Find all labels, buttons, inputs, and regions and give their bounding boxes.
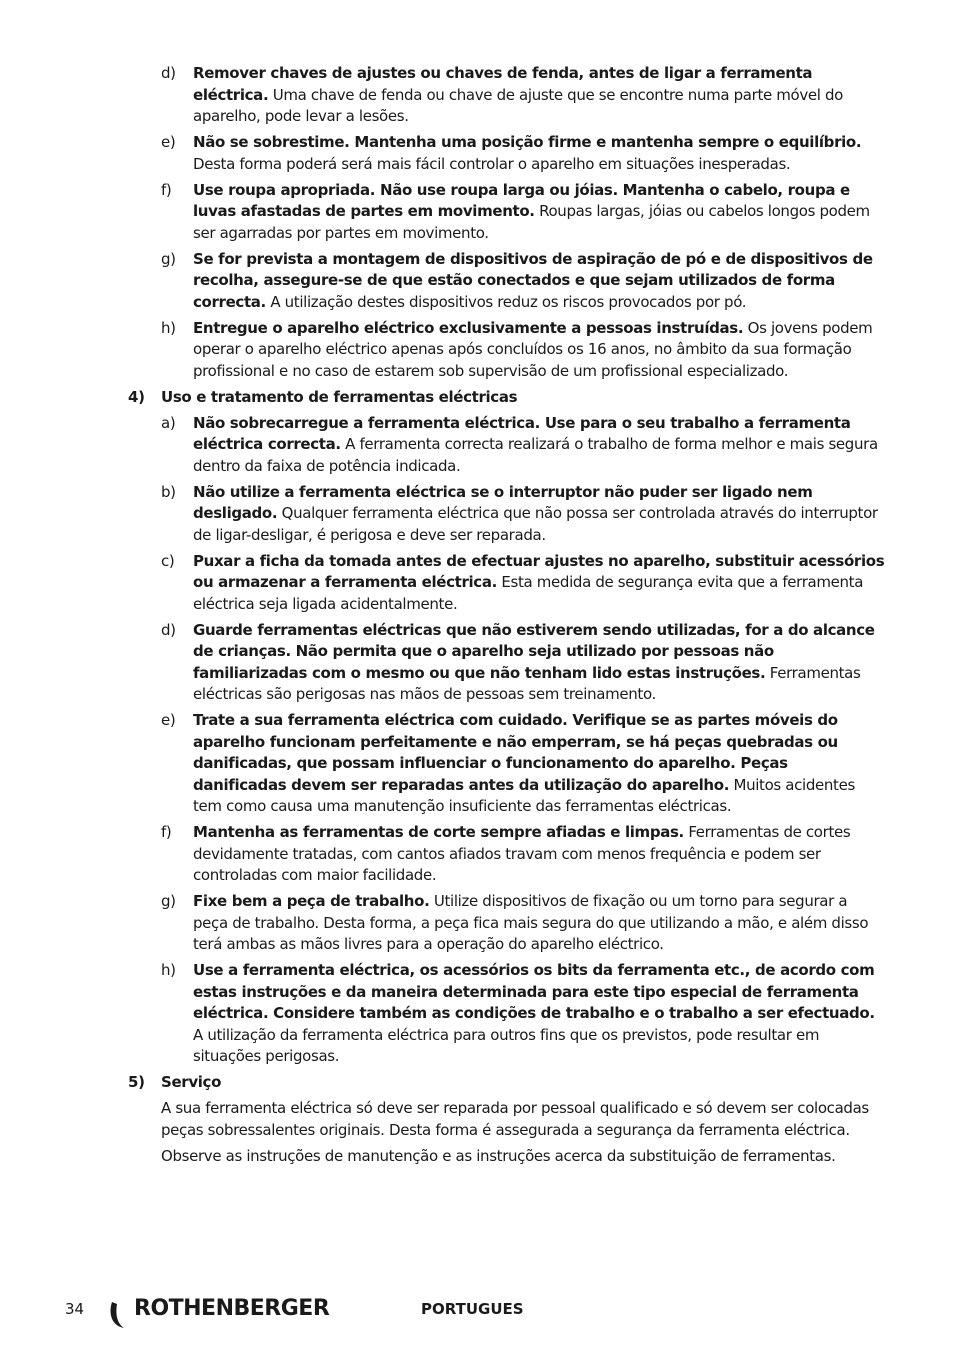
item-bold-text: Trate a sua ferramenta eléctrica com cuidado. Verifique se as partes móveis do aparelho funcionam perfeitamente e não emperram, se há peças quebradas ou danificadas, que possam influenciar o funcionamento do aparelho. Peças danificadas devem ser reparadas antes da utilização do aparelho. (193, 711, 838, 794)
item-text: Ferramentas eléctricas são perigosas nas mãos de pessoas sem treinamento. (193, 663, 861, 703)
page-number: 34 (65, 1300, 85, 1318)
document-body (0, 63, 954, 1172)
item-bold-text: Não se sobrestime. Mantenha uma posição firme e mantenha sempre o equilíbrio. (193, 133, 862, 151)
list-item (0, 318, 885, 383)
page-footer (0, 1292, 954, 1332)
item-label: f) (161, 823, 172, 841)
list-item (0, 960, 885, 1068)
list-item (0, 620, 885, 706)
item-bold-text: Mantenha as ferramentas de corte sempre afiadas e limpas. (193, 823, 684, 841)
item-text: A utilização da ferramenta eléctrica para outros fins que os previstos, pode resultar em situações perigosas. (193, 1025, 820, 1065)
list-item (0, 482, 885, 547)
item-text: Qualquer ferramenta eléctrica que não possa ser controlada através do interruptor de ligar-desligar, é perigosa e deve ser reparada. (193, 504, 878, 544)
item-bold-text: Remover chaves de ajustes ou chaves de fenda, antes de ligar a ferramenta eléctrica. (193, 64, 813, 104)
brand-name: ROTHENBERGER (134, 1296, 330, 1321)
item-bold-text: Entregue o aparelho eléctrico exclusivamente a pessoas instruídas. (193, 318, 744, 337)
rothenberger-logo (106, 1292, 346, 1328)
list-item (0, 551, 885, 616)
item-text: Esta medida de segurança evita que a ferramenta eléctrica seja ligada acidentalmente. (193, 573, 864, 613)
item-label: h) (161, 318, 176, 337)
item-label: d) (161, 64, 176, 82)
section-number: 5) (128, 1073, 145, 1091)
item-label: g) (161, 249, 176, 268)
list-item (0, 63, 885, 128)
section-title: Uso e tratamento de ferramentas eléctricas (161, 387, 518, 406)
section-heading (0, 1072, 954, 1094)
item-label: a) (161, 413, 176, 432)
list-item (0, 132, 885, 175)
paragraph: Observe as instruções de manutenção e as instruções acerca da substituição de ferramentas. (161, 1146, 836, 1165)
item-text: Roupas largas, jóias ou cabelos longos podem ser agarradas por partes em movimento. (193, 202, 870, 242)
item-bold-text: Use roupa apropriada. Não use roupa larga ou jóias. Mantenha o cabelo, roupa e luvas afastadas de partes em movimento. (193, 180, 850, 220)
item-bold-text: Use a ferramenta eléctrica, os acessórios os bits da ferramenta etc., de acordo com estas instruções e da maneira determinada para este tipo especial de ferramenta eléctrica. Considere também as condições de trabalho e o trabalho a ser efectuado. (193, 961, 875, 1022)
item-text: A utilização destes dispositivos reduz os riscos provocados por pó. (265, 292, 747, 311)
section-heading (0, 387, 954, 409)
list-item (0, 249, 885, 314)
section-title: Serviço (161, 1073, 222, 1091)
item-bold-text: Puxar a ficha da tomada antes de efectuar ajustes no aparelho, substituir acessórios ou armazenar a ferramenta eléctrica. (193, 551, 885, 591)
item-label: c) (161, 551, 175, 570)
item-label: g) (161, 892, 176, 910)
item-label: f) (161, 180, 172, 199)
item-text: A ferramenta correcta realizará o trabalho de forma melhor e mais segura dentro da faixa de potência indicada. (193, 435, 878, 475)
item-text: Ferramentas de cortes devidamente tratadas, com cantos afiados travam com menos frequência e podem ser controladas com maior facilidade. (193, 823, 851, 884)
item-text: Os jovens podem operar o aparelho eléctrico apenas após concluídos os 16 anos, no âmbito da sua formação profissional e no caso de estarem sob supervisão de um profissional especializado. (193, 318, 873, 380)
item-bold-text: Não sobrecarregue a ferramenta eléctrica. Use para o seu trabalho a ferramenta eléctrica correcta. (193, 413, 851, 453)
item-label: e) (161, 711, 176, 729)
item-text: Utilize dispositivos de fixação ou um torno para segurar a peça de trabalho. Desta forma, a peça fica mais segura do que utilizando a mão, e além disso terá ambas as mãos livres para a operação do aparelho eléctrico. (193, 892, 869, 953)
paragraph: A sua ferramenta eléctrica só deve ser reparada por pessoal qualificado e só devem ser colocadas peças sobressalentes originais. Desta forma é assegurada a segurança da ferramenta eléctrica. (161, 1099, 869, 1139)
item-label: e) (161, 133, 176, 151)
list-item (0, 891, 885, 956)
list-item (0, 413, 885, 478)
list-item (0, 822, 885, 887)
item-bold-text: Guarde ferramentas eléctricas que não estiverem sendo utilizadas, for a do alcance de crianças. Não permita que o aparelho seja utilizado por pessoas não familiarizadas com o mesmo ou que não tenham lido estas instruções. (193, 620, 875, 682)
item-bold-text: Se for prevista a montagem de dispositivos de aspiração de pó e de dispositivos de recolha, assegure-se de que estão conectados e que sejam utilizados de forma correcta. (193, 249, 873, 311)
item-text: Uma chave de fenda ou chave de ajuste que se encontre numa parte móvel do aparelho, pode levar a lesões. (193, 85, 844, 125)
item-label: d) (161, 620, 176, 639)
section-number: 4) (128, 387, 145, 406)
item-text: Desta forma poderá será mais fácil controlar o aparelho em situações inesperadas. (193, 154, 791, 173)
language-label: PORTUGUES (421, 1300, 524, 1318)
list-item (0, 180, 885, 245)
item-bold-text: Não utilize a ferramenta eléctrica se o interruptor não puder ser ligado nem desligado. (193, 482, 813, 522)
item-bold-text: Fixe bem a peça de trabalho. (193, 892, 430, 910)
item-label: b) (161, 482, 176, 501)
item-text: Muitos acidentes tem como causa uma manutenção insuficiente das ferramentas eléctricas. (193, 775, 855, 815)
list-item (0, 710, 885, 818)
item-label: h) (161, 961, 176, 979)
